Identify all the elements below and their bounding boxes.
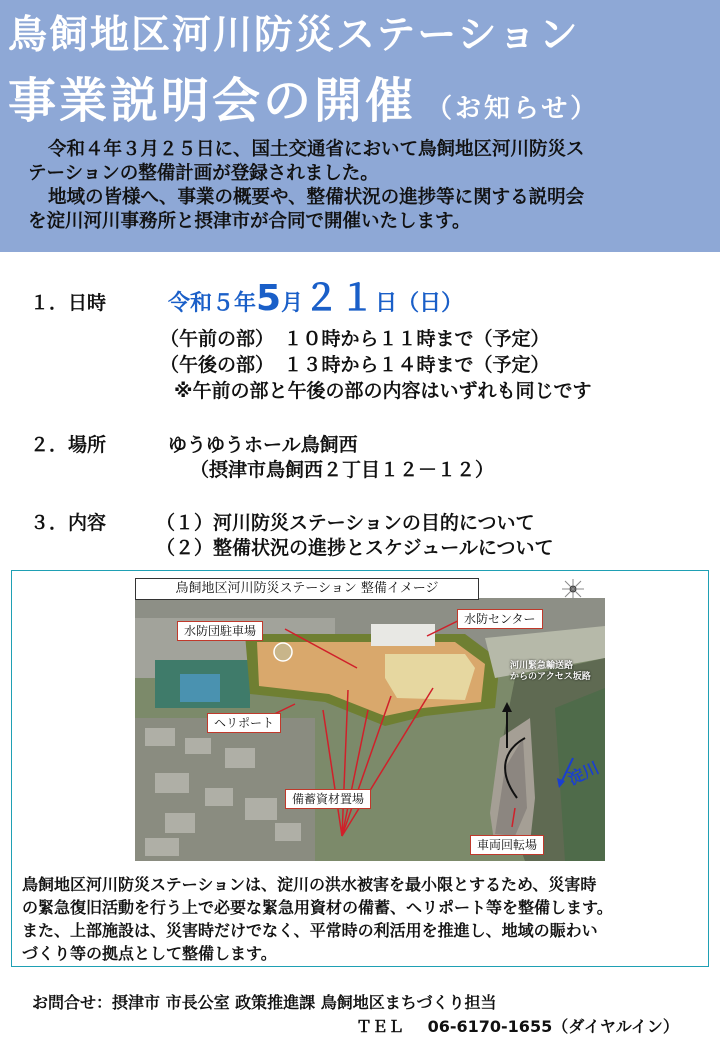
contact-tel [356, 1014, 679, 1037]
label-storage: 備蓄資材置場 [285, 789, 371, 809]
intro-line: 令和４年３月２５日に、国土交通省において鳥飼地区河川防災ス [48, 139, 585, 160]
description-line: また、上部施設は、災害時だけでなく、平常時の利活用を推進し、地域の賑わい [22, 921, 598, 940]
intro-line: 地域の皆様へ、事業の概要や、整備状況の進捗等に関する説明会 [48, 187, 585, 208]
afternoon-session: （午後の部） １３時から１４時まで（予定） [160, 354, 550, 376]
date-era: 令和５年 [168, 291, 257, 316]
morning-session: （午前の部） １０時から１１時まで（予定） [160, 328, 550, 350]
event-date [168, 270, 463, 321]
content-item: （１）河川防災ステーションの目的について [156, 512, 535, 534]
date-month-unit: 月 [281, 291, 304, 316]
description-line: 鳥飼地区河川防災ステーションは、淀川の洪水被害を最小限とするため、災害時 [22, 875, 597, 894]
content-label: ３．内容 [30, 512, 107, 534]
label-parking: 水防団駐車場 [177, 621, 263, 641]
contact-inquiry: お問合せ：摂津市 市長公室 政策推進課 鳥飼地区まちづくり担当 [32, 993, 497, 1012]
datetime-label: １．日時 [30, 292, 107, 314]
date-day-unit: 日 [375, 291, 398, 316]
intro-text [10, 138, 714, 234]
figure-description [22, 873, 702, 965]
date-day: ２１ [303, 278, 376, 319]
intro-line: を淀川河川事務所と摂津市が合同で開催いたします。 [28, 211, 471, 232]
tel-number: 06-6170-1655（ダイヤルイン） [427, 1017, 679, 1036]
place-name: ゆうゆうホール鳥飼西 [168, 434, 358, 456]
place-address: （摂津市鳥飼西２丁目１２－１２） [190, 459, 495, 481]
content-item: （２）整備状況の進捗とスケジュールについて [156, 537, 554, 559]
label-water-defense-center: 水防センター [457, 609, 543, 629]
figure-caption: 鳥飼地区河川防災ステーション 整備イメージ [135, 578, 479, 600]
access-road-line: 河川緊急輸送路 [510, 661, 574, 671]
title-line-1: 鳥飼地区河川防災ステーション [8, 13, 580, 58]
intro-line: テーションの整備計画が登録されました。 [28, 163, 379, 184]
title-main: 事業説明会の開催 [8, 73, 417, 129]
description-line: づくり等の拠点として整備します。 [22, 944, 277, 963]
compass-icon [558, 577, 588, 601]
place-label: ２．場所 [30, 434, 107, 456]
tel-label: ＴＥＬ [356, 1017, 405, 1036]
label-river: 淀川 [564, 758, 602, 789]
header-banner [0, 0, 720, 252]
label-heliport: ヘリポート [207, 713, 281, 733]
title-line-2 [8, 62, 599, 131]
session-note: ※午前の部と午後の部の内容はいずれも同じです [174, 380, 592, 402]
label-access-road [510, 661, 591, 683]
access-road-line: からのアクセス坂路 [510, 672, 591, 682]
figure-box [11, 570, 709, 967]
date-weekday: （日） [397, 291, 464, 316]
label-turnaround: 車両回転場 [470, 835, 544, 855]
title-suffix: （お知らせ） [426, 94, 600, 124]
date-month: 5 [256, 278, 282, 319]
description-line: の緊急復旧活動を行う上で必要な緊急用資材の備蓄、ヘリポート等を整備します。 [22, 898, 613, 917]
